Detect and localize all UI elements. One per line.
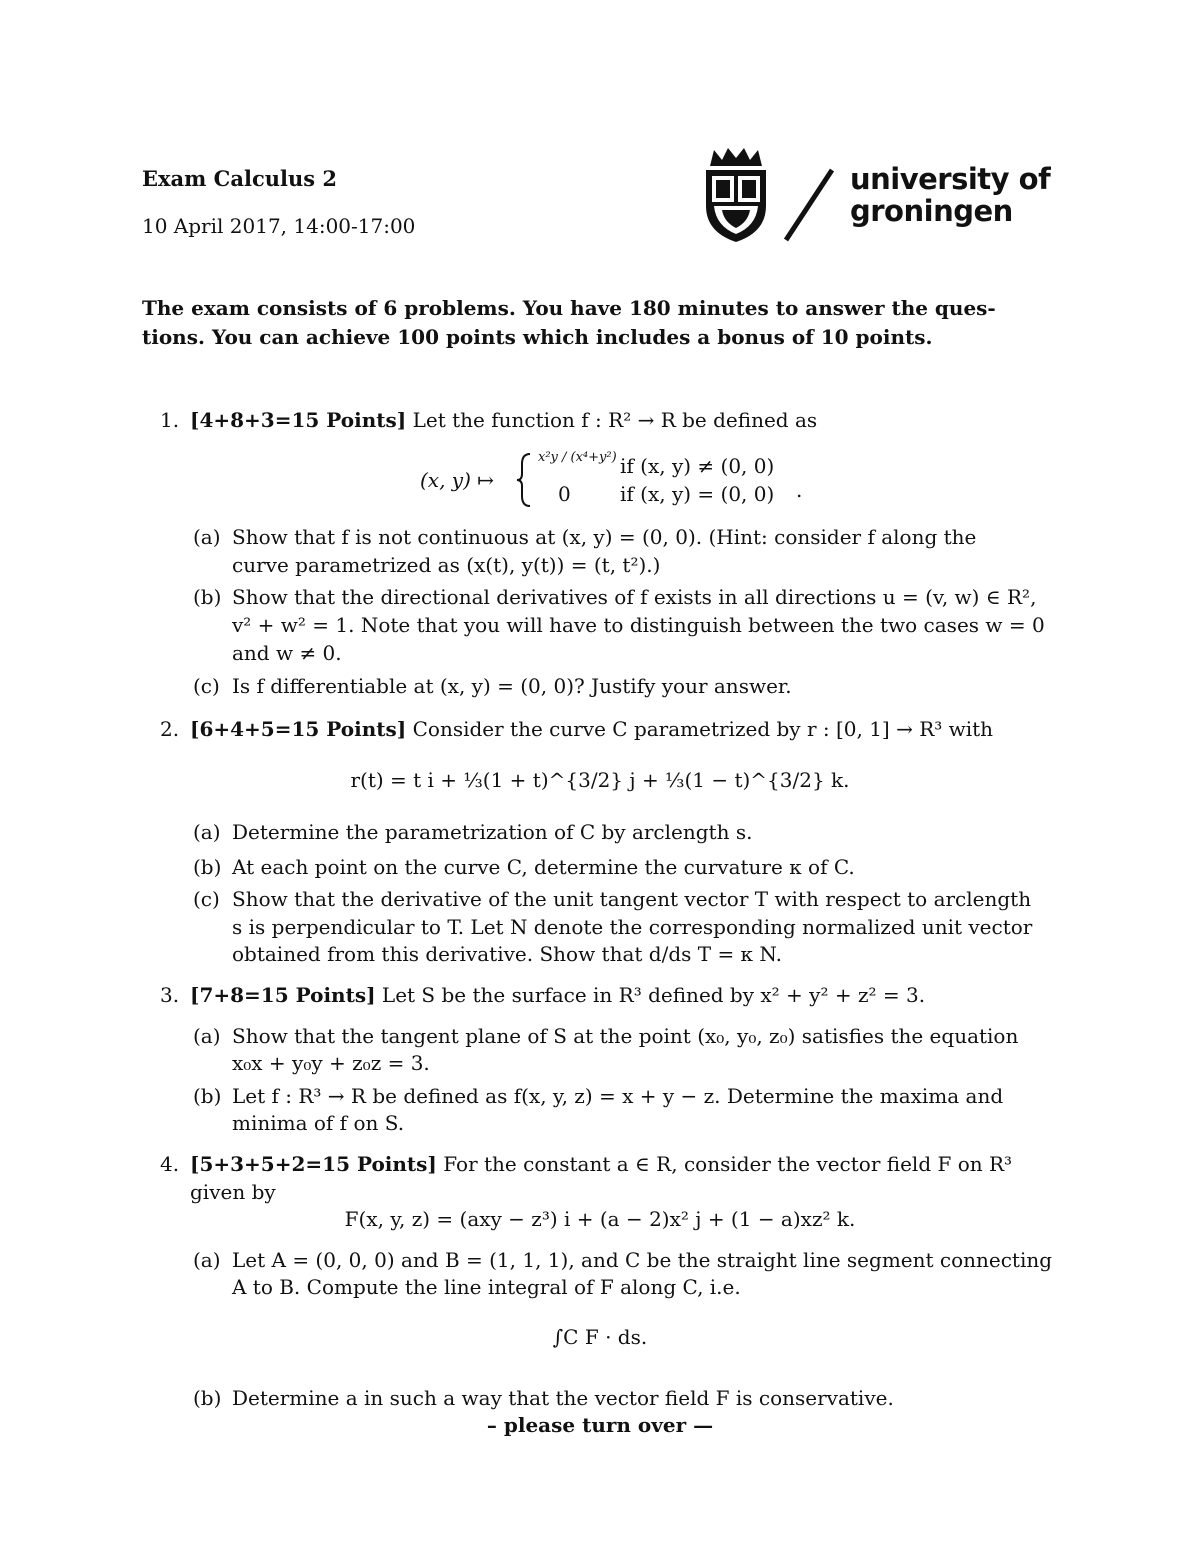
problem-3-header — [190, 983, 925, 1007]
problem-1a-line: curve parametrized as (x(t), y(t)) = (t, t²).) — [232, 553, 661, 577]
problem-1b-line: v² + w² = 1. Note that you will have to distinguish between the two cases w = 0 — [232, 613, 1045, 637]
problem-1c-label: (c) — [193, 674, 220, 698]
problem-1-case2-expr: 0 — [558, 482, 571, 506]
problem-2c-line: obtained from this derivative. Show that d/ds T = κ N. — [232, 942, 782, 966]
exam-instructions: The exam consists of 6 problems. You have 180 minutes to answer the ques- tions. You can achieve 100 points which includes a bonus of 10 points. — [142, 296, 996, 349]
problem-2-number: 2. — [160, 717, 180, 741]
problem-2b-line: At each point on the curve C, determine the curvature κ of C. — [232, 855, 855, 879]
problem-1-header — [190, 408, 817, 432]
problem-4-text2: given by — [190, 1180, 276, 1204]
problem-1-formula-lhs: (x, y) ↦ — [420, 468, 495, 492]
problem-4a-line: Let A = (0, 0, 0) and B = (1, 1, 1), and C be the straight line segment connecting — [232, 1248, 1053, 1272]
university-name-line1: university of — [850, 162, 1051, 196]
problem-2-text: Consider the curve C parametrized by r : [0, 1] → R³ with — [412, 717, 994, 741]
problem-1b-line: and w ≠ 0. — [232, 641, 342, 665]
problem-4-text: For the constant a ∈ R, consider the vector field F on R³ — [443, 1152, 1013, 1176]
problem-3b-line: Let f : R³ → R be defined as f(x, y, z) = x + y − z. Determine the maxima and — [232, 1084, 1004, 1108]
problem-2a-label: (a) — [193, 820, 221, 844]
problem-3b-label: (b) — [193, 1084, 222, 1108]
problem-3a-label: (a) — [193, 1024, 221, 1048]
problem-1-case1-cond: if (x, y) ≠ (0, 0) — [620, 454, 775, 478]
exam-title: Exam Calculus 2 — [142, 166, 338, 191]
problem-1-case2-cond: if (x, y) = (0, 0) — [620, 482, 775, 506]
coat-of-arms-icon — [700, 144, 772, 244]
problem-2a-line: Determine the parametrization of C by arclength s. — [232, 820, 753, 844]
problem-1c-line: Is f differentiable at (x, y) = (0, 0)? Justify your answer. — [232, 674, 792, 698]
problem-4a-label: (a) — [193, 1248, 221, 1272]
problem-1-formula-period: . — [796, 478, 803, 502]
problem-2-formula: r(t) = t i + ⅓(1 + t)^{3/2} j + ⅓(1 − t)^{3/2} k. — [350, 768, 850, 792]
problem-1a-label: (a) — [193, 525, 221, 549]
slash-divider-icon — [780, 144, 840, 244]
problem-1b-label: (b) — [193, 585, 222, 609]
problem-2c-label: (c) — [193, 887, 220, 911]
problem-4b-label: (b) — [193, 1386, 222, 1410]
problem-1-number: 1. — [160, 408, 180, 432]
problem-3-number: 3. — [160, 983, 180, 1007]
brace-icon — [516, 452, 532, 508]
problem-4-header — [190, 1152, 1012, 1176]
university-name-line2: groningen — [850, 194, 1013, 228]
problem-1-text: Let the function f : R² → R be defined as — [412, 408, 818, 432]
problem-4-formula: F(x, y, z) = (axy − z³) i + (a − 2)x² j + (1 − a)xz² k. — [344, 1207, 856, 1231]
problem-4-points: [5+3+5+2=15 Points] — [190, 1152, 437, 1176]
problem-3b-line: minima of f on S. — [232, 1111, 405, 1135]
exam-date: 10 April 2017, 14:00-17:00 — [142, 214, 416, 238]
problem-1-points: [4+8+3=15 Points] — [190, 408, 407, 432]
problem-3-points: [7+8=15 Points] — [190, 983, 376, 1007]
problem-2-points: [6+4+5=15 Points] — [190, 717, 407, 741]
problem-1-piecewise — [420, 452, 840, 512]
problem-1a-line: Show that f is not continuous at (x, y) = (0, 0). (Hint: consider f along the — [232, 525, 977, 549]
problem-2b-label: (b) — [193, 855, 222, 879]
please-turn-over: – please turn over — — [486, 1413, 714, 1437]
problem-1b-line: Show that the directional derivatives of f exists in all directions u = (v, w) ∈ R², — [232, 585, 1037, 609]
problem-3a-line: Show that the tangent plane of S at the point (x₀, y₀, z₀) satisfies the equation — [232, 1024, 1019, 1048]
problem-2c-line: s is perpendicular to T. Let N denote the corresponding normalized unit vector — [232, 915, 1033, 939]
problem-1-case1-expr: x²y / (x⁴+y²) — [538, 450, 617, 465]
problem-3-text: Let S be the surface in R³ defined by x² + y² + z² = 3. — [381, 983, 926, 1007]
problem-2-header — [190, 717, 993, 741]
problem-4-number: 4. — [160, 1152, 180, 1176]
problem-4-integral: ∫C F · ds. — [552, 1325, 648, 1349]
university-logo — [700, 144, 1060, 244]
problem-2c-line: Show that the derivative of the unit tangent vector T with respect to arclength — [232, 887, 1032, 911]
problem-3a-line: x₀x + y₀y + z₀z = 3. — [232, 1051, 430, 1075]
problem-4b-line: Determine a in such a way that the vector field F is conservative. — [232, 1386, 894, 1410]
problem-4a-line: A to B. Compute the line integral of F along C, i.e. — [232, 1275, 741, 1299]
